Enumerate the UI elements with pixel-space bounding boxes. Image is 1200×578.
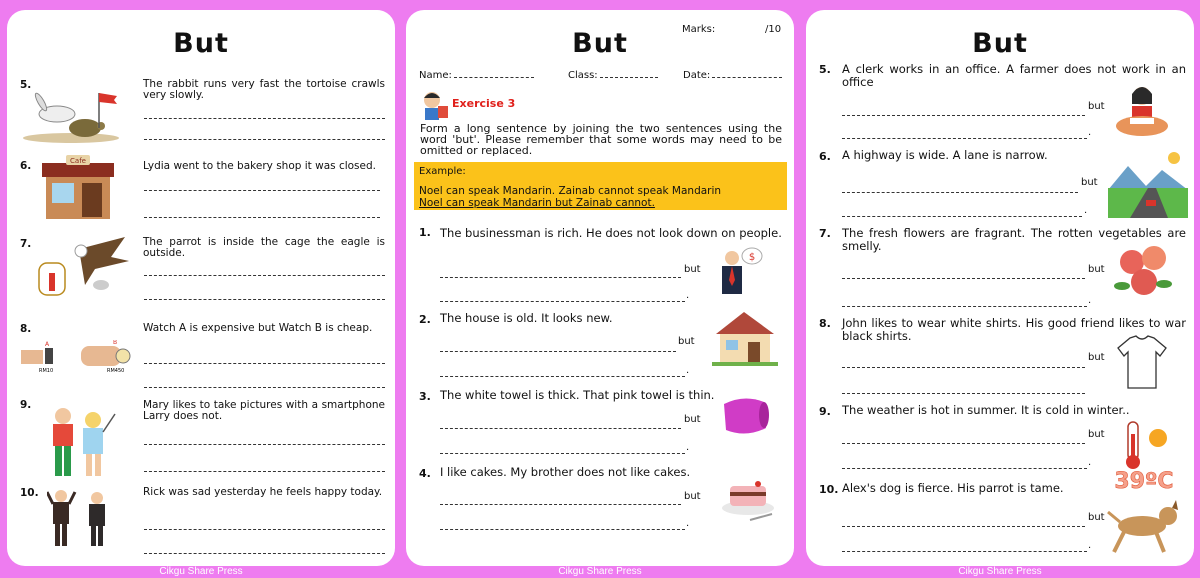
answer-line[interactable] — [144, 118, 385, 119]
highway-illustration — [1108, 150, 1188, 218]
answer-line[interactable] — [144, 190, 380, 191]
watches-illustration — [19, 340, 137, 374]
but-label: but — [684, 264, 701, 275]
item-number: 2. — [419, 313, 431, 326]
answer-line[interactable] — [842, 115, 1085, 116]
white-shirt-illustration — [1116, 334, 1168, 390]
but-label: but — [684, 491, 701, 502]
item-number: 8. — [20, 323, 32, 335]
but-label: but — [678, 336, 695, 347]
item-sentence: The house is old. It looks new. — [440, 311, 613, 325]
worksheet-page-3 — [806, 10, 1194, 566]
item-sentence: The white towel is thick. That pink towel is thin. — [440, 388, 715, 402]
end-dot: . — [686, 365, 690, 376]
item-number: 6. — [20, 160, 32, 172]
item-sentence: Mary likes to take pictures with a smartphone Larry does not. — [143, 399, 385, 422]
item-sentence: The businessman is rich. He does not look down on people. — [440, 226, 782, 240]
instructions: Form a long sentence by joining the two sentences using the word 'but'. Please remember that some words may need to be omitted or replaced. — [420, 122, 782, 157]
but-label: but — [1088, 512, 1105, 523]
answer-line[interactable] — [440, 428, 681, 429]
answer-line[interactable] — [144, 139, 385, 140]
item-sentence: Lydia went to the bakery shop it was closed. — [143, 160, 376, 172]
selfie-children-illustration — [47, 402, 117, 480]
answer-line[interactable] — [440, 504, 681, 505]
item-number: 4. — [419, 467, 431, 480]
date-label: Date: — [683, 70, 711, 81]
answer-line[interactable] — [144, 444, 385, 445]
exercise-label: Exercise 3 — [452, 97, 516, 110]
footer-credit: Cikgu Share Press — [159, 566, 243, 577]
but-label: but — [1088, 101, 1105, 112]
class-label: Class: — [568, 70, 598, 81]
item-number: 10. — [20, 487, 39, 499]
item-number: 1. — [419, 226, 431, 239]
answer-line[interactable] — [440, 277, 681, 278]
answer-line[interactable] — [842, 551, 1087, 552]
item-number: 9. — [819, 405, 831, 418]
item-sentence: The weather is hot in summer. It is cold in winter.. — [842, 403, 1130, 417]
item-sentence: John likes to wear white shirts. His good friend likes to war black shirts. — [842, 316, 1186, 343]
example-sentence: Noel can speak Mandarin. Zainab cannot speak Mandarin — [419, 185, 722, 197]
marks-label: Marks: — [682, 24, 716, 35]
answer-line[interactable] — [842, 216, 1082, 217]
item-sentence: The parrot is inside the cage the eagle is outside. — [143, 236, 385, 259]
but-label: but — [1088, 429, 1105, 440]
answer-line[interactable] — [144, 387, 385, 388]
but-label: but — [1088, 264, 1105, 275]
pink-towel-illustration — [720, 394, 770, 438]
item-number: 7. — [819, 227, 831, 240]
answer-line[interactable] — [144, 553, 385, 554]
item-sentence: Rick was sad yesterday he feels happy today. — [143, 486, 383, 498]
item-number: 8. — [819, 317, 831, 330]
item-number: 7. — [20, 238, 32, 250]
end-dot: . — [1088, 295, 1092, 306]
end-dot: . — [1088, 127, 1092, 138]
watch-label-a: A — [45, 341, 50, 348]
item-sentence: The rabbit runs very fast the tortoise crawls very slowly. — [143, 78, 385, 101]
end-dot: . — [686, 518, 690, 529]
but-label: but — [1081, 177, 1098, 188]
answer-line[interactable] — [842, 306, 1087, 307]
answer-line[interactable] — [842, 468, 1087, 469]
end-dot: . — [686, 442, 690, 453]
answer-line[interactable] — [144, 275, 385, 276]
worksheet-page-1 — [7, 10, 395, 566]
answer-line[interactable] — [842, 278, 1085, 279]
flowers-illustration — [1114, 242, 1172, 304]
watch-label-b: B — [113, 340, 118, 346]
page-title: But — [572, 28, 628, 59]
answer-line[interactable] — [440, 301, 685, 302]
item-number: 6. — [819, 150, 831, 163]
page-title: But — [972, 28, 1028, 59]
house-illustration — [712, 310, 778, 366]
example-answer: Noel can speak Mandarin but Zainab cannot. — [419, 197, 655, 209]
answer-line[interactable] — [842, 443, 1085, 444]
end-dot: . — [686, 290, 690, 301]
answer-line[interactable] — [440, 376, 685, 377]
answer-line[interactable] — [144, 299, 385, 300]
happy-sad-men-illustration — [47, 486, 113, 550]
name-field[interactable] — [419, 70, 534, 81]
end-dot: . — [1088, 540, 1092, 551]
date-field[interactable] — [683, 70, 782, 81]
answer-line[interactable] — [440, 453, 685, 454]
answer-line[interactable] — [144, 529, 385, 530]
cafe-sign: Cafe — [70, 157, 86, 165]
but-label: but — [1088, 352, 1105, 363]
item-sentence: A clerk works in an office. A farmer does not work in an office — [842, 62, 1186, 89]
item-sentence: The fresh flowers are fragrant. The rotten vegetables are smelly. — [842, 226, 1186, 253]
end-dot: . — [1084, 205, 1088, 216]
footer-credit: Cikgu Share Press — [558, 566, 642, 577]
name-label: Name: — [419, 70, 452, 81]
page-title: But — [173, 28, 229, 59]
item-number: 3. — [419, 390, 431, 403]
but-label: but — [684, 414, 701, 425]
answer-line[interactable] — [842, 192, 1078, 193]
answer-line[interactable] — [842, 367, 1085, 368]
answer-line[interactable] — [842, 526, 1085, 527]
student-icon — [418, 88, 450, 126]
answer-line[interactable] — [144, 363, 385, 364]
watch-price-a: RM10 — [39, 368, 54, 374]
temperature-text: 39ºC — [1114, 469, 1174, 492]
item-sentence: I like cakes. My brother does not like cakes. — [440, 465, 691, 479]
item-number: 9. — [20, 399, 32, 411]
example-label: Example: — [419, 166, 466, 177]
worksheet-page-2 — [406, 10, 794, 566]
clerk-illustration — [1112, 82, 1172, 140]
answer-line[interactable] — [842, 138, 1087, 139]
item-sentence: Alex's dog is fierce. His parrot is tame. — [842, 481, 1064, 495]
rabbit-tortoise-illustration — [19, 88, 123, 146]
footer-credit: Cikgu Share Press — [958, 566, 1042, 577]
end-dot: . — [1088, 457, 1092, 468]
item-number: 5. — [20, 79, 32, 91]
class-field[interactable] — [568, 70, 658, 81]
svg-text:$: $ — [748, 252, 756, 263]
answer-line[interactable] — [144, 217, 380, 218]
parrot-eagle-illustration — [35, 235, 131, 303]
businessman-illustration — [712, 246, 764, 298]
fierce-dog-illustration — [1106, 500, 1182, 556]
answer-line[interactable] — [144, 471, 385, 472]
item-number: 5. — [819, 63, 831, 76]
answer-line[interactable] — [842, 393, 1085, 394]
item-sentence: A highway is wide. A lane is narrow. — [842, 148, 1048, 162]
item-number: 10. — [819, 483, 839, 496]
thermometer-illustration — [1102, 416, 1188, 492]
bakery-shop-illustration — [40, 153, 116, 223]
answer-line[interactable] — [440, 351, 676, 352]
marks-total: /10 — [765, 24, 782, 35]
cake-illustration — [720, 472, 778, 524]
watch-price-b: RM450 — [107, 368, 125, 374]
answer-line[interactable] — [440, 529, 685, 530]
item-sentence: Watch A is expensive but Watch B is cheap. — [143, 322, 373, 334]
